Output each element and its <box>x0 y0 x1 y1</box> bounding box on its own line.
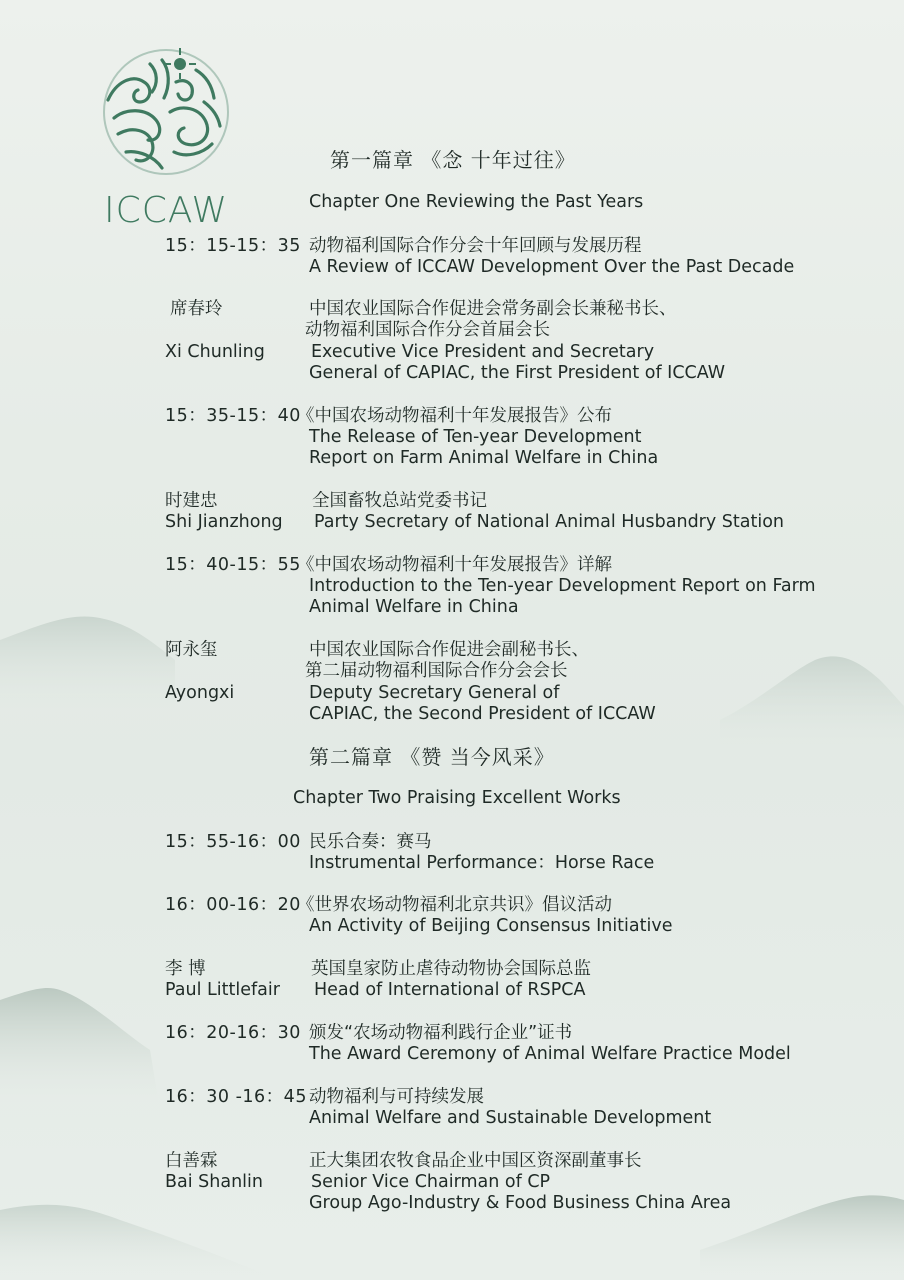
speaker-role-cn-line2: 动物福利国际合作分会首届会长 <box>305 320 550 340</box>
speaker-role-cn-line1: 中国农业国际合作促进会常务副会长兼秘书长、 <box>309 299 677 319</box>
agenda-title-en-line1: Introduction to the Ten-year Development Report on Farm <box>309 576 816 596</box>
mountain-bottom-left <box>0 1205 280 1280</box>
chapter-two-title-cn: 第二篇章 《赞 当今风采》 <box>309 745 555 769</box>
speaker-role-cn-line1: 中国农业国际合作促进会副秘书长、 <box>309 640 589 660</box>
chapter-one-title-cn: 第一篇章 《念 十年过往》 <box>330 148 576 172</box>
speaker-name-cn: 阿永玺 <box>165 640 218 660</box>
speaker-role-en-line2: CAPIAC, the Second President of ICCAW <box>309 704 656 724</box>
speaker-name-en: Xi Chunling <box>165 342 265 362</box>
agenda-title-cn: 《世界农场动物福利北京共识》倡议活动 <box>297 895 612 915</box>
agenda-time: 15：15-15：35 <box>165 236 301 256</box>
speaker-role-en: Head of International of RSPCA <box>314 980 586 1000</box>
speaker-role-cn-line2: 第二届动物福利国际合作分会会长 <box>305 661 568 681</box>
agenda-title-en: A Review of ICCAW Development Over the Past Decade <box>309 257 795 277</box>
chapter-one-title-en: Chapter One Reviewing the Past Years <box>309 192 644 212</box>
agenda-title-en: Instrumental Performance：Horse Race <box>309 853 655 873</box>
agenda-title-en: The Award Ceremony of Animal Welfare Practice Model <box>309 1044 791 1064</box>
chapter-two-title-en: Chapter Two Praising Excellent Works <box>293 788 621 808</box>
agenda-time: 16：00-16：20 <box>165 895 301 915</box>
agenda-time: 15：55-16：00 <box>165 832 301 852</box>
agenda-time: 16：20-16：30 <box>165 1023 301 1043</box>
speaker-name-en: Ayongxi <box>165 683 235 703</box>
agenda-title-en: An Activity of Beijing Consensus Initiative <box>309 916 673 936</box>
speaker-role-cn: 正大集团农牧食品企业中国区资深副董事长 <box>309 1151 642 1171</box>
mountain-right-mid <box>720 656 904 760</box>
mountain-left-low <box>0 988 160 1110</box>
speaker-role-en: Party Secretary of National Animal Husbandry Station <box>314 512 785 532</box>
speaker-name-en: Bai Shanlin <box>165 1172 263 1192</box>
agenda-title-cn: 动物福利国际合作分会十年回顾与发展历程 <box>309 236 642 256</box>
speaker-name-en: Paul Littlefair <box>165 980 280 1000</box>
speaker-name-cn: 席春玲 <box>170 299 223 319</box>
agenda-title-cn: 《中国农场动物福利十年发展报告》公布 <box>297 406 612 426</box>
agenda-title-en-line2: Animal Welfare in China <box>309 597 519 617</box>
speaker-name-cn: 时建忠 <box>165 491 218 511</box>
agenda-title-en: Animal Welfare and Sustainable Development <box>309 1108 712 1128</box>
speaker-name-cn: 李 博 <box>165 959 206 979</box>
speaker-role-en-line1: Senior Vice Chairman of CP <box>311 1172 551 1192</box>
agenda-title-en-line2: Report on Farm Animal Welfare in China <box>309 448 659 468</box>
agenda-title-cn: 民乐合奏：赛马 <box>309 832 432 852</box>
speaker-role-cn: 全国畜牧总站党委书记 <box>312 491 487 511</box>
agenda-time: 15：35-15：40 <box>165 406 301 426</box>
speaker-role-cn: 英国皇家防止虐待动物协会国际总监 <box>311 959 591 979</box>
agenda-title-en-line1: The Release of Ten-year Development <box>309 427 642 447</box>
agenda-time: 15：40-15：55 <box>165 555 301 575</box>
iccaw-logo <box>96 42 236 231</box>
agenda-title-cn: 颁发“农场动物福利践行企业”证书 <box>309 1023 573 1043</box>
agenda-title-cn: 动物福利与可持续发展 <box>309 1087 484 1107</box>
speaker-role-en-line2: Group Ago-Industry & Food Business China Area <box>309 1193 732 1213</box>
logo-wordmark: ICCAW <box>104 190 229 231</box>
agenda-time: 16：30 -16：45 <box>165 1087 307 1107</box>
speaker-name-en: Shi Jianzhong <box>165 512 283 532</box>
speaker-role-en-line1: Deputy Secretary General of <box>309 683 560 703</box>
speaker-name-cn: 白善霖 <box>165 1151 218 1171</box>
iccaw-emblem-icon <box>96 42 236 182</box>
mountain-left-mid <box>0 617 175 720</box>
speaker-role-en-line2: General of CAPIAC, the First President of ICCAW <box>309 363 726 383</box>
agenda-title-cn: 《中国农场动物福利十年发展报告》详解 <box>297 555 612 575</box>
speaker-role-en-line1: Executive Vice President and Secretary <box>311 342 655 362</box>
